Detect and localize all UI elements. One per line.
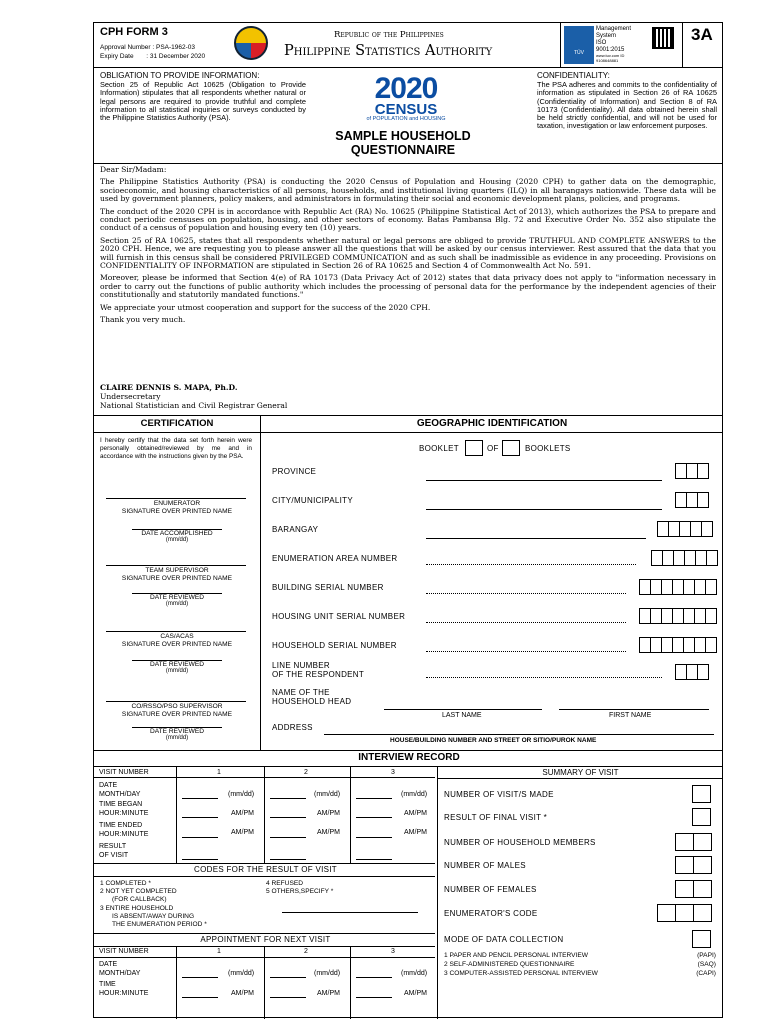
barangay-label: BARANGAY: [272, 525, 319, 534]
bsn-label: BUILDING SERIAL NUMBER: [272, 583, 384, 592]
summary-mode-label: MODE OF DATA COLLECTION: [444, 935, 564, 944]
enumerator-label: ENUMERATOR: [153, 500, 201, 507]
date-format-hint: (mm/dd): [165, 735, 189, 741]
tuv-text-1: Management System: [596, 26, 632, 39]
census-year: 2020: [374, 72, 438, 105]
approval-number: Approval Number : PSA-1962-03: [100, 44, 196, 51]
time-began-label: [99, 800, 148, 818]
summary-members-label: NUMBER OF HOUSEHOLD MEMBERS: [444, 838, 596, 847]
visit-col-1: 1: [217, 769, 221, 776]
v3-ampm-end: AM/PM: [404, 829, 427, 836]
codes-right: [266, 880, 333, 896]
province-code-input[interactable]: [676, 463, 709, 479]
letter-signature: [100, 383, 287, 410]
barangay-code-input[interactable]: [658, 521, 713, 537]
v1-ampm: AM/PM: [231, 810, 254, 817]
appt-time-label: [99, 980, 148, 998]
v3-date-hint: (mm/dd): [401, 791, 428, 798]
date-format-hint: (mm/dd): [165, 537, 189, 543]
interview-title: INTERVIEW RECORD: [358, 752, 460, 763]
ea-label: ENUMERATION AREA NUMBER: [272, 554, 398, 563]
hh-head-label-2: HOUSEHOLD HEAD: [272, 697, 352, 706]
v3-ampm: AM/PM: [404, 810, 427, 817]
summary-females-label: NUMBER OF FEMALES: [444, 885, 537, 894]
city-code-input[interactable]: [676, 492, 709, 508]
certification-text: I hereby certify that the data set forth herein were personally obtained/reviewed by me and in accordance with the instructions given by the PSA.: [100, 437, 252, 461]
letter-para-1: The Philippine Statistics Authority (PSA) is conducting the 2020 Census of Population and Housing (2020 CPH) to gather data on the demographic, socioeconomic, and housing characteristics of all persons, households, and institutional living quarters (ILQ) in all barangays nationwide. These data will be used by government planners, policy makers, and administrators in formulating their social and economic development plans, policies, and programs.: [100, 177, 716, 204]
appt-v2-ampm: AM/PM: [317, 990, 340, 997]
census-logo: [356, 72, 456, 122]
of-label: OF: [487, 444, 499, 453]
line-number-label-1: LINE NUMBER: [272, 661, 330, 670]
letter-para-5: We appreciate your utmost cooperation and support for the success of the 2020 CPH.: [100, 302, 431, 312]
appt-col-3: 3: [391, 948, 395, 955]
mode-options: [444, 951, 716, 978]
booklets-label: BOOKLETS: [525, 444, 571, 453]
mode-3: 3 COMPUTER-ASSISTED PERSONAL INTERVIEW: [444, 970, 598, 977]
of-visit-text: OF VISIT: [99, 852, 129, 859]
census-sub: of POPULATION and HOUSING: [366, 116, 446, 122]
visit-col-2: 2: [304, 769, 308, 776]
agency-name: Philippine Statistics Authority: [284, 43, 493, 59]
province-label: PROVINCE: [272, 467, 317, 476]
time-ended-text: TIME ENDED: [99, 822, 143, 829]
enumerator-sig-label: SIGNATURE OVER PRINTED NAME: [121, 508, 233, 515]
code-2b: (FOR CALLBACK): [112, 896, 167, 904]
line-number-label: [272, 661, 364, 679]
appt-date-label: [99, 960, 140, 978]
appt-col-2: 2: [304, 948, 308, 955]
booklet-number-input[interactable]: [465, 440, 483, 456]
household-head-label: [272, 688, 351, 706]
letter-salutation: Dear Sir/Madam:: [100, 165, 167, 174]
date-reviewed-label: DATE REVIEWED: [149, 661, 205, 668]
cas-sig-label: SIGNATURE OVER PRINTED NAME: [121, 641, 233, 648]
address-label: ADDRESS: [272, 723, 313, 732]
code-4: 4 REFUSED: [266, 880, 304, 887]
appt-col-1: 1: [217, 948, 221, 955]
date-row-label: [99, 781, 140, 799]
husn-input[interactable]: [640, 608, 717, 624]
hourminute-label: HOUR:MINUTE: [99, 831, 149, 838]
summary-males-label: NUMBER OF MALES: [444, 861, 526, 870]
appt-hourminute: HOUR:MINUTE: [99, 990, 149, 997]
letter-para-6: Thank you very much.: [100, 315, 186, 325]
hourminute-label: HOUR:MINUTE: [99, 810, 149, 817]
code-1: 1 COMPLETED *: [100, 880, 151, 887]
appt-v3-ampm: AM/PM: [404, 990, 427, 997]
mode-1-code: (PAPI): [697, 952, 716, 959]
form-page: [93, 22, 723, 1018]
date-label: DATE: [99, 782, 118, 789]
codes-title: CODES FOR THE RESULT OF VISIT: [194, 865, 337, 874]
summary-visits-label: NUMBER OF VISIT/S MADE: [444, 790, 554, 799]
form-id: CPH FORM 3: [100, 26, 168, 38]
hh-head-label-1: NAME OF THE: [272, 688, 330, 697]
date-format-hint: (mm/dd): [165, 601, 189, 607]
tuv-logo: TÜV: [564, 26, 594, 64]
result-label: [99, 842, 128, 860]
signer-name: CLAIRE DENNIS S. MAPA, Ph.D.: [100, 383, 238, 392]
v1-date-hint: (mm/dd): [228, 791, 255, 798]
first-name-label: FIRST NAME: [609, 712, 652, 719]
psa-seal-icon: [234, 26, 268, 60]
appointment-title: APPOINTMENT FOR NEXT VISIT: [200, 935, 331, 944]
date-reviewed-label: DATE REVIEWED: [149, 728, 205, 735]
geo-title: GEOGRAPHIC IDENTIFICATION: [416, 418, 568, 429]
final-result-input[interactable]: [692, 808, 711, 826]
summary-title: SUMMARY OF VISIT: [542, 768, 619, 777]
v2-ampm-end: AM/PM: [317, 829, 340, 836]
letter-para-4: Moreover, please be informed that Section 4(e) of RA 10173 (Data Privacy Act of 2012) states that data privacy does not apply to "information necessary in order to carry out the functions of public authority which includes the processing of personal data for the performance by the independent agencies of their constitutionally and statutorily mandated functions.": [100, 273, 716, 300]
summary-enumerator-code-label: ENUMERATOR'S CODE: [444, 909, 538, 918]
letter: [100, 166, 716, 329]
signer-title-1: Undersecretary: [100, 392, 161, 401]
codes-left: [100, 880, 207, 929]
ea-number-input[interactable]: [652, 550, 718, 566]
monthday-label: MONTH/DAY: [99, 791, 141, 798]
code-5: 5 OTHERS,SPECIFY *: [266, 888, 334, 896]
qr-code-icon: [652, 27, 674, 49]
visit-col-3: 3: [391, 769, 395, 776]
bsn-input[interactable]: [640, 579, 717, 595]
code-3b: IS ABSENT/AWAY DURING: [112, 912, 195, 920]
appt-v1-hint: (mm/dd): [228, 970, 255, 977]
members-input[interactable]: [676, 833, 712, 851]
team-supervisor-label: TEAM SUPERVISOR: [145, 567, 209, 574]
date-format-hint: (mm/dd): [165, 668, 189, 674]
date-accomplished-label: DATE ACCOMPLISHED: [141, 530, 213, 537]
address-sublabel: HOUSE/BUILDING NUMBER AND STREET OR SITIO/PUROK NAME: [390, 737, 597, 744]
mode-3-code: (CAPI): [696, 970, 716, 977]
code-3c: THE ENUMERATION PERIOD *: [112, 921, 207, 929]
cas-label: CAS/ACAS: [160, 633, 194, 640]
appt-v3-hint: (mm/dd): [401, 970, 428, 977]
obligation-title: OBLIGATION TO PROVIDE INFORMATION:: [100, 71, 260, 80]
team-supervisor-sig-label: SIGNATURE OVER PRINTED NAME: [121, 575, 233, 582]
tuv-text-2: ISO 9001:2015: [596, 40, 625, 53]
tuv-text-3: www.tuv.com ID 9108648881: [596, 53, 625, 63]
appt-monthday: MONTH/DAY: [99, 970, 141, 977]
summary-result-label: RESULT OF FINAL VISIT *: [444, 813, 548, 822]
females-input[interactable]: [676, 880, 712, 898]
questionnaire-title: SAMPLE HOUSEHOLD QUESTIONNAIRE: [335, 129, 471, 157]
time-began-text: TIME BEGAN: [99, 801, 143, 808]
corsso-label: CO/RSSO/PSO SUPERVISOR: [131, 703, 223, 710]
result-text: RESULT: [99, 843, 127, 850]
appt-v2-hint: (mm/dd): [314, 970, 341, 977]
enumerator-code-input[interactable]: [658, 904, 712, 922]
confidentiality-title: CONFIDENTIALITY:: [537, 71, 610, 80]
letter-para-3: Section 25 of RA 10625, states that all respondents whether natural or legal persons are obliged to provide TRUTHFUL AND COMPLETE ANSWERS to the 2020 CPH. Hence, we are requesting you to please answer all the questions that will be asked by our census interviewer. Rest assured that the data that you will furnish in this census shall be considered PRIVILEGED COMMUNICATION and as such shall be inadmissible as evidence in any proceeding. Provisions on CONFIDENTIALITY OF INFORMATION are stipulated in Section 26 of RA 10625 and Section 4 of Commonwealth Act No. 591.: [100, 235, 716, 271]
males-input[interactable]: [676, 856, 712, 874]
letter-para-2: The conduct of the 2020 CPH is in accordance with Republic Act (RA) No. 10625 (Philippine Statistical Act of 2013), which authorizes the PSA to prepare and conduct periodic censuses on population, housing, and other sectors of economy. Batas Pambansa Blg. 72 and Executive Order No. 352 also stipulate the conduct of a census of population and housing every ten (10) years.: [100, 206, 716, 233]
mode-2-code: (SAQ): [697, 961, 716, 968]
v1-ampm-end: AM/PM: [231, 829, 254, 836]
visit-number-header: VISIT NUMBER: [99, 769, 149, 776]
corsso-sig-label: SIGNATURE OVER PRINTED NAME: [121, 711, 233, 718]
hsn-input[interactable]: [640, 637, 717, 653]
form-code: 3A: [691, 25, 713, 44]
code-2: 2 NOT YET COMPLETED: [100, 888, 177, 896]
time-ended-label: [99, 821, 148, 839]
booklet-label: BOOKLET: [419, 444, 459, 453]
appt-time-text: TIME: [99, 981, 116, 988]
last-name-label: LAST NAME: [442, 712, 482, 719]
husn-label: HOUSING UNIT SERIAL NUMBER: [272, 612, 406, 621]
mode-2: 2 SELF-ADMINISTERED QUESTIONNAIRE: [444, 961, 575, 968]
visits-made-input[interactable]: [692, 785, 711, 803]
expiry-date: Expiry Date : 31 December 2020: [100, 53, 206, 60]
signer-title-2: National Statistician and Civil Registrar General: [100, 401, 288, 410]
line-number-input[interactable]: [676, 664, 709, 680]
booklet-total-input[interactable]: [502, 440, 520, 456]
mode-input[interactable]: [692, 930, 711, 948]
republic-line: Republic of the Philippines: [334, 30, 444, 40]
appt-date-text: DATE: [99, 961, 118, 968]
line-number-label-2: OF THE RESPONDENT: [272, 670, 365, 679]
obligation-text: Section 25 of Republic Act 10625 (Obligation to Provide Information) stipulates that all respondents whether natural or legal persons are required to provide truthful and complete information to all statistical inquiries or surveys conducted by the Philippine Statistics Authority (PSA).: [100, 80, 306, 123]
date-reviewed-label: DATE REVIEWED: [149, 594, 205, 601]
v2-date-hint: (mm/dd): [314, 791, 341, 798]
appt-visit-number: VISIT NUMBER: [99, 948, 149, 955]
city-label: CITY/MUNICIPALITY: [272, 496, 353, 505]
certification-title: CERTIFICATION: [140, 418, 214, 429]
mode-1: 1 PAPER AND PENCIL PERSONAL INTERVIEW: [444, 952, 589, 959]
code-3: 3 ENTIRE HOUSEHOLD: [100, 904, 174, 912]
confidentiality-text: The PSA adheres and commits to the confidentiality of information as stipulated in Section 26 of RA 10625 (Confidentiality of Information) and Section 8 of RA 10173 (Confidentiality). All data obtained herein shall be held strictly confidential, and will not be used for taxation, investigation or law enforcement purposes.: [537, 80, 717, 131]
census-word: CENSUS: [374, 101, 438, 118]
appt-v1-ampm: AM/PM: [231, 990, 254, 997]
v2-ampm: AM/PM: [317, 810, 340, 817]
hsn-label: HOUSEHOLD SERIAL NUMBER: [272, 641, 397, 650]
